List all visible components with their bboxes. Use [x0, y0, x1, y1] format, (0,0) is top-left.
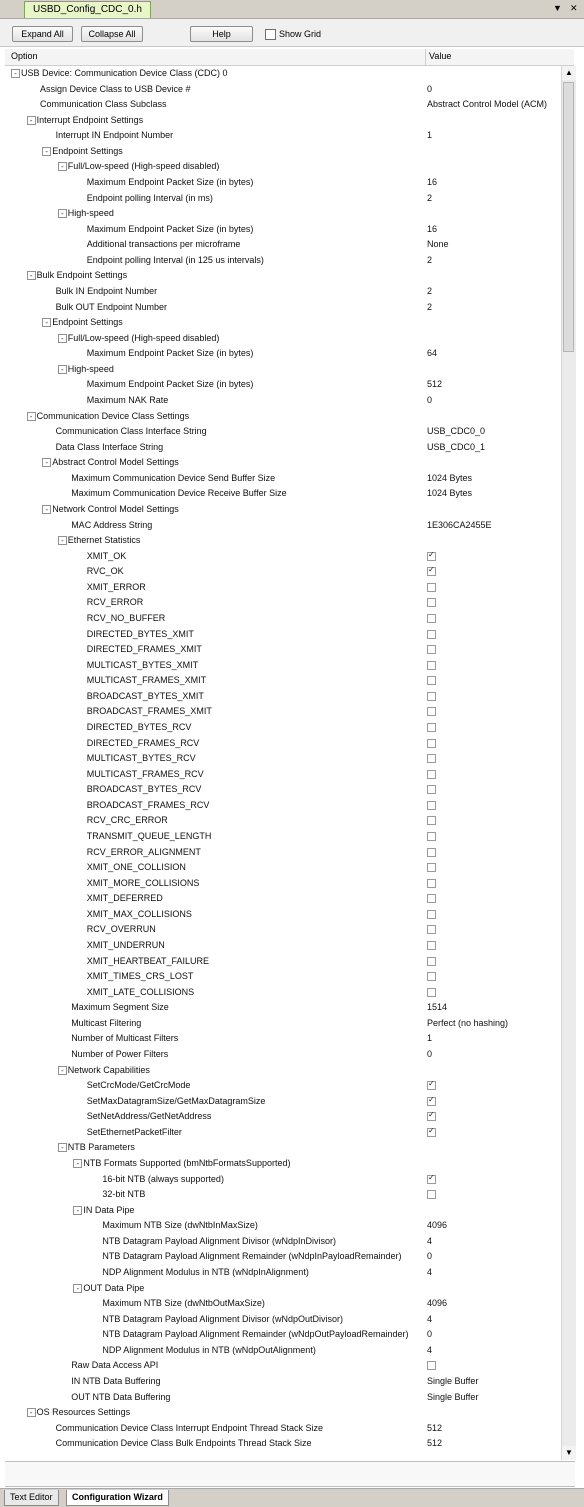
option-label: MULTICAST_BYTES_XMIT	[86, 659, 199, 670]
option-label: XMIT_MORE_COLLISIONS	[86, 877, 200, 888]
option-checkbox[interactable]	[427, 552, 436, 561]
column-divider[interactable]	[425, 49, 426, 65]
option-label: High-speed	[67, 363, 114, 374]
option-checkbox[interactable]	[427, 1190, 436, 1199]
tree-option-row[interactable]	[5, 627, 561, 642]
option-value[interactable]: Single Buffer	[427, 1391, 479, 1402]
option-label: RCV_CRC_ERROR	[86, 815, 168, 826]
help-button[interactable]: Help	[190, 26, 253, 42]
tree-option-row[interactable]	[5, 1421, 561, 1436]
tree-option-row[interactable]	[5, 922, 561, 937]
tree-option-row[interactable]	[5, 1343, 561, 1358]
option-value[interactable]: 2	[427, 254, 433, 265]
option-label: Endpoint polling Interval (in ms)	[86, 192, 213, 203]
tree-option-row[interactable]	[5, 798, 561, 813]
option-label: Maximum Communication Device Send Buffer Size	[71, 472, 276, 483]
option-value[interactable]: 1514	[427, 1002, 448, 1013]
option-label: RVC_OK	[86, 566, 124, 577]
option-value[interactable]: USB_CDC0_1	[427, 441, 486, 452]
option-value[interactable]: Perfect (no hashing)	[427, 1017, 509, 1028]
tree-group-row[interactable]	[5, 206, 561, 221]
tree-group-row[interactable]	[5, 315, 561, 330]
option-label: Endpoint polling Interval (in 125 us intervals)	[86, 254, 264, 265]
tree-group-row[interactable]	[5, 159, 561, 174]
option-label: XMIT_DEFERRED	[86, 893, 163, 904]
tree-option-row[interactable]	[5, 876, 561, 891]
option-value[interactable]: 4	[427, 1344, 433, 1355]
tree-group-row[interactable]	[5, 1063, 561, 1078]
option-value[interactable]: 1024 Bytes	[427, 472, 473, 483]
option-label: RCV_ERROR	[86, 597, 144, 608]
tree-group-row[interactable]	[5, 268, 561, 283]
tree-option-row[interactable]	[5, 377, 561, 392]
option-checkbox[interactable]	[427, 1097, 436, 1106]
collapse-toggle-icon[interactable]: -	[73, 1284, 82, 1293]
option-label: Communication Device Class Settings	[36, 410, 190, 421]
option-label: XMIT_ONE_COLLISION	[86, 862, 186, 873]
tree-option-row[interactable]	[5, 1047, 561, 1062]
option-checkbox[interactable]	[427, 1112, 436, 1121]
option-checkbox[interactable]	[427, 988, 436, 997]
tree-option-row[interactable]	[5, 471, 561, 486]
option-label: Maximum NTB Size (dwNtbInMaxSize)	[102, 1220, 258, 1231]
option-checkbox[interactable]	[427, 910, 436, 919]
tree-option-row[interactable]	[5, 1016, 561, 1031]
option-label: High-speed	[67, 208, 114, 219]
option-checkbox[interactable]	[427, 832, 436, 841]
tree-option-row[interactable]	[5, 845, 561, 860]
option-checkbox[interactable]	[427, 707, 436, 716]
option-label: Interrupt Endpoint Settings	[36, 114, 144, 125]
scrollbar-thumb[interactable]	[563, 82, 574, 352]
option-value[interactable]: 16	[427, 223, 438, 234]
tree-option-row[interactable]	[5, 782, 561, 797]
option-value[interactable]: 0	[427, 395, 433, 405]
collapse-toggle-icon[interactable]: -	[58, 162, 67, 171]
option-value[interactable]: 4096	[427, 1298, 448, 1308]
option-checkbox[interactable]	[427, 925, 436, 934]
option-value[interactable]: 512	[427, 379, 443, 390]
option-checkbox[interactable]	[427, 1081, 436, 1090]
tree-option-row[interactable]	[5, 1172, 561, 1187]
collapse-toggle-icon[interactable]: -	[73, 1159, 82, 1168]
option-value[interactable]: 512	[427, 1438, 443, 1449]
option-checkbox[interactable]	[427, 630, 436, 639]
option-value[interactable]: Single Buffer	[427, 1375, 479, 1386]
file-tab-usbd-config-cdc[interactable]: USBD_Config_CDC_0.h	[24, 1, 151, 18]
option-value[interactable]: 4	[427, 1235, 433, 1246]
option-label: Maximum Endpoint Packet Size (in bytes)	[86, 177, 254, 187]
option-checkbox[interactable]	[427, 957, 436, 966]
tab-configuration-wizard[interactable]: Configuration Wizard	[66, 1490, 169, 1506]
tree-option-row[interactable]	[5, 549, 561, 564]
tree-option-row[interactable]	[5, 767, 561, 782]
option-label: Ethernet Statistics	[67, 535, 141, 546]
option-label: BROADCAST_BYTES_RCV	[86, 784, 202, 795]
option-checkbox[interactable]	[427, 598, 436, 607]
option-value[interactable]: 64	[427, 348, 438, 359]
option-label: MULTICAST_FRAMES_RCV	[86, 768, 204, 779]
tree-option-row[interactable]	[5, 611, 561, 626]
tree-group-row[interactable]	[5, 1405, 561, 1420]
option-label: NDP Alignment Modulus in NTB (wNdpOutAlignment)	[102, 1344, 316, 1355]
tree-option-row[interactable]	[5, 1234, 561, 1249]
tree-option-row[interactable]	[5, 237, 561, 252]
tree-option-row[interactable]	[5, 175, 561, 190]
option-checkbox[interactable]	[427, 754, 436, 763]
tree-option-row[interactable]	[5, 284, 561, 299]
option-label: Number of Power Filters	[71, 1048, 169, 1059]
option-label: BROADCAST_FRAMES_XMIT	[86, 706, 212, 717]
option-value[interactable]: 4	[427, 1313, 433, 1324]
option-value[interactable]: 0	[427, 1329, 433, 1340]
tree-option-row[interactable]	[5, 300, 561, 315]
option-checkbox[interactable]	[427, 848, 436, 857]
option-label: Communication Class Interface String	[55, 426, 207, 437]
option-label: XMIT_OK	[86, 550, 127, 561]
collapse-toggle-icon[interactable]: -	[73, 1206, 82, 1215]
tree-group-row[interactable]	[5, 362, 561, 377]
option-checkbox[interactable]	[427, 645, 436, 654]
tree-option-row[interactable]	[5, 1187, 561, 1202]
option-label: XMIT_HEARTBEAT_FAILURE	[86, 955, 209, 966]
option-label: XMIT_TIMES_CRS_LOST	[86, 971, 194, 982]
option-label: NTB Datagram Payload Alignment Divisor (wNdpInDivisor)	[102, 1235, 336, 1246]
option-value[interactable]: 1E306CA2455E	[427, 519, 492, 530]
tree-option-row[interactable]	[5, 440, 561, 455]
grid-header	[5, 49, 574, 66]
tree-group-row[interactable]	[5, 331, 561, 346]
tree-group-row[interactable]	[5, 455, 561, 470]
option-checkbox[interactable]	[427, 723, 436, 732]
option-value[interactable]: 2	[427, 301, 433, 312]
collapse-toggle-icon[interactable]: -	[42, 318, 51, 327]
tree-option-row[interactable]	[5, 1249, 561, 1264]
bottom-tab-bar	[0, 1488, 584, 1507]
tree-option-row[interactable]	[5, 1094, 561, 1109]
collapse-toggle-icon[interactable]: -	[42, 147, 51, 156]
option-label: OS Resources Settings	[36, 1407, 131, 1417]
tree-group-row[interactable]	[5, 502, 561, 517]
option-value[interactable]: 0	[427, 1251, 433, 1262]
option-label: RCV_OVERRUN	[86, 924, 156, 935]
editor-tab-bar	[0, 0, 584, 19]
option-checkbox[interactable]	[427, 661, 436, 670]
option-value[interactable]: 0	[427, 1048, 433, 1059]
tree-option-row[interactable]	[5, 1000, 561, 1015]
tree-option-row[interactable]	[5, 595, 561, 610]
option-value[interactable]: 1	[427, 130, 433, 141]
tree-group-row[interactable]	[5, 533, 561, 548]
option-value[interactable]: 512	[427, 1422, 443, 1433]
option-value[interactable]: 1	[427, 1033, 433, 1044]
option-value[interactable]: None	[427, 239, 449, 250]
option-checkbox[interactable]	[427, 676, 436, 685]
collapse-toggle-icon[interactable]: -	[58, 1066, 67, 1075]
option-label: Multicast Filtering	[71, 1017, 142, 1028]
tree-option-row[interactable]	[5, 969, 561, 984]
tree-option-row[interactable]	[5, 704, 561, 719]
collapse-toggle-icon[interactable]: -	[11, 69, 20, 78]
tab-dropdown-icon[interactable]: ▼	[553, 3, 562, 13]
tree-group-row[interactable]	[5, 1203, 561, 1218]
option-label: Raw Data Access API	[71, 1360, 159, 1371]
option-label: XMIT_LATE_COLLISIONS	[86, 986, 195, 997]
option-label: SetNetAddress/GetNetAddress	[86, 1111, 212, 1122]
option-label: Network Control Model Settings	[52, 504, 179, 514]
tree-option-row[interactable]	[5, 1125, 561, 1140]
option-label: 32-bit NTB	[102, 1189, 146, 1199]
tree-group-row[interactable]	[5, 409, 561, 424]
option-label: Bulk IN Endpoint Number	[55, 286, 158, 296]
option-label: BROADCAST_FRAMES_RCV	[86, 799, 210, 810]
option-label: IN Data Pipe	[83, 1204, 135, 1215]
option-checkbox[interactable]	[427, 1361, 436, 1370]
tree-option-row[interactable]	[5, 1436, 561, 1451]
option-checkbox[interactable]	[427, 879, 436, 888]
tree-option-row[interactable]	[5, 1078, 561, 1093]
option-checkbox[interactable]	[427, 739, 436, 748]
tree-option-row[interactable]	[5, 860, 561, 875]
option-label: Maximum NTB Size (dwNtbOutMaxSize)	[102, 1298, 265, 1308]
tree-option-row[interactable]	[5, 1390, 561, 1405]
option-label: Endpoint Settings	[52, 145, 123, 156]
tree-option-row[interactable]	[5, 689, 561, 704]
tree-option-row[interactable]	[5, 1358, 561, 1373]
collapse-toggle-icon[interactable]: -	[27, 116, 36, 125]
option-label: XMIT_MAX_COLLISIONS	[86, 908, 192, 919]
option-checkbox[interactable]	[427, 816, 436, 825]
option-label: TRANSMIT_QUEUE_LENGTH	[86, 830, 212, 841]
tree-option-row[interactable]	[5, 518, 561, 533]
option-label: MULTICAST_FRAMES_XMIT	[86, 675, 207, 686]
tree-option-row[interactable]	[5, 1327, 561, 1342]
close-icon[interactable]: ✕	[570, 3, 578, 13]
option-label: Maximum Endpoint Packet Size (in bytes)	[86, 348, 254, 359]
option-label: Endpoint Settings	[52, 317, 123, 328]
tree-option-row[interactable]	[5, 1109, 561, 1124]
tree-group-row[interactable]	[5, 1140, 561, 1155]
collapse-toggle-icon[interactable]: -	[58, 334, 67, 343]
option-label: SetMaxDatagramSize/GetMaxDatagramSize	[86, 1095, 266, 1106]
option-label: BROADCAST_BYTES_XMIT	[86, 690, 204, 701]
option-label: SetEthernetPacketFilter	[86, 1126, 182, 1137]
expand-all-button[interactable]: Expand All	[12, 26, 73, 42]
option-label: NTB Datagram Payload Alignment Remainder (wNdpOutPayloadRemainder)	[102, 1329, 409, 1340]
tree-option-row[interactable]	[5, 751, 561, 766]
option-checkbox[interactable]	[427, 614, 436, 623]
option-label: DIRECTED_BYTES_RCV	[86, 721, 192, 732]
option-label: Assign Device Class to USB Device #	[40, 83, 191, 94]
option-value[interactable]: 4	[427, 1266, 433, 1277]
option-label: NTB Parameters	[67, 1142, 135, 1153]
option-label: Data Class Interface String	[55, 441, 164, 452]
option-value[interactable]: 4096	[427, 1220, 448, 1231]
option-label: 16-bit NTB (always supported)	[102, 1173, 224, 1184]
option-label: SetCrcMode/GetCrcMode	[86, 1080, 191, 1091]
option-label: DIRECTED_FRAMES_RCV	[86, 737, 200, 748]
option-label: Abstract Control Model Settings	[52, 457, 179, 468]
tab-text-editor[interactable]: Text Editor	[4, 1490, 59, 1506]
option-label: Additional transactions per microframe	[86, 239, 241, 250]
option-label: MAC Address String	[71, 519, 153, 530]
option-label: Maximum Segment Size	[71, 1002, 169, 1013]
option-checkbox[interactable]	[427, 972, 436, 981]
tree-option-row[interactable]	[5, 253, 561, 268]
option-checkbox[interactable]	[427, 894, 436, 903]
option-label: Communication Class Subclass	[40, 99, 167, 110]
collapse-toggle-icon[interactable]: -	[58, 536, 67, 545]
tree-group-row[interactable]	[5, 66, 561, 81]
tree-option-row[interactable]	[5, 1296, 561, 1311]
tree-option-row[interactable]	[5, 424, 561, 439]
tree-option-row[interactable]	[5, 642, 561, 657]
tree-option-row[interactable]	[5, 813, 561, 828]
collapse-toggle-icon[interactable]: -	[58, 1143, 67, 1152]
option-value[interactable]: USB_CDC0_0	[427, 426, 486, 437]
tree-option-row[interactable]	[5, 564, 561, 579]
option-label: Full/Low-speed (High-speed disabled)	[67, 332, 220, 343]
tree-option-row[interactable]	[5, 1374, 561, 1389]
tree-option-row[interactable]	[5, 128, 561, 143]
option-checkbox[interactable]	[427, 785, 436, 794]
tree-option-row[interactable]	[5, 222, 561, 237]
option-label: NTB Datagram Payload Alignment Divisor (wNdpOutDivisor)	[102, 1313, 343, 1324]
tree-group-row[interactable]	[5, 1156, 561, 1171]
option-label: NDP Alignment Modulus in NTB (wNdpInAlignment)	[102, 1266, 309, 1277]
option-checkbox[interactable]	[427, 1128, 436, 1137]
option-label: Bulk OUT Endpoint Number	[55, 301, 167, 312]
option-label: Interrupt IN Endpoint Number	[55, 130, 174, 141]
tree-option-row[interactable]	[5, 1031, 561, 1046]
option-label: DIRECTED_FRAMES_XMIT	[86, 644, 202, 655]
tree-option-row[interactable]	[5, 829, 561, 844]
option-value[interactable]: 2	[427, 192, 433, 203]
option-checkbox[interactable]	[427, 692, 436, 701]
option-label: Communication Device Class Bulk Endpoints Thread Stack Size	[55, 1438, 312, 1449]
tree-option-row[interactable]	[5, 720, 561, 735]
tree-option-row[interactable]	[5, 658, 561, 673]
tree-option-row[interactable]	[5, 580, 561, 595]
options-tree	[5, 66, 561, 1460]
collapse-toggle-icon[interactable]: -	[27, 271, 36, 280]
scroll-up-icon[interactable]: ▲	[562, 66, 576, 80]
collapse-all-button[interactable]: Collapse All	[81, 26, 143, 42]
option-label: NTB Formats Supported (bmNtbFormatsSupported)	[83, 1157, 291, 1168]
tree-option-row[interactable]	[5, 393, 561, 408]
tree-group-row[interactable]	[5, 144, 561, 159]
option-label: Number of Multicast Filters	[71, 1033, 179, 1044]
tree-option-row[interactable]	[5, 82, 561, 97]
show-grid-checkbox[interactable]	[265, 29, 276, 40]
option-label: USB Device: Communication Device Class (CDC) 0	[21, 68, 228, 78]
collapse-toggle-icon[interactable]: -	[58, 365, 67, 374]
option-label: Maximum Communication Device Receive Buffer Size	[71, 488, 287, 499]
scroll-down-icon[interactable]: ▼	[562, 1446, 576, 1460]
option-label: Network Capabilities	[67, 1064, 150, 1075]
tree-option-row[interactable]	[5, 1265, 561, 1280]
tree-option-row[interactable]	[5, 891, 561, 906]
collapse-toggle-icon[interactable]: -	[27, 412, 36, 421]
option-checkbox[interactable]	[427, 567, 436, 576]
tree-option-row[interactable]	[5, 1218, 561, 1233]
tree-option-row[interactable]	[5, 97, 561, 112]
collapse-toggle-icon[interactable]: -	[42, 458, 51, 467]
option-value[interactable]: 2	[427, 286, 433, 296]
option-label: IN NTB Data Buffering	[71, 1375, 161, 1386]
tree-option-row[interactable]	[5, 486, 561, 501]
value-column-header[interactable]: Value	[429, 51, 452, 61]
option-value[interactable]: 1024 Bytes	[427, 488, 473, 499]
tree-option-row[interactable]	[5, 954, 561, 969]
option-label: DIRECTED_BYTES_XMIT	[86, 628, 194, 639]
tree-option-row[interactable]	[5, 673, 561, 688]
option-checkbox[interactable]	[427, 1175, 436, 1184]
option-checkbox[interactable]	[427, 801, 436, 810]
option-label: Maximum Endpoint Packet Size (in bytes)	[86, 223, 254, 234]
option-checkbox[interactable]	[427, 583, 436, 592]
tree-option-row[interactable]	[5, 938, 561, 953]
tree-option-row[interactable]	[5, 1312, 561, 1327]
tree-option-row[interactable]	[5, 985, 561, 1000]
option-checkbox[interactable]	[427, 941, 436, 950]
option-label: MULTICAST_BYTES_RCV	[86, 753, 196, 764]
description-panel	[5, 1461, 575, 1487]
option-checkbox[interactable]	[427, 770, 436, 779]
tree-group-row[interactable]	[5, 113, 561, 128]
option-checkbox[interactable]	[427, 863, 436, 872]
option-label: XMIT_ERROR	[86, 581, 146, 592]
option-label: Communication Device Class Interrupt Endpoint Thread Stack Size	[55, 1422, 324, 1433]
option-label: RCV_ERROR_ALIGNMENT	[86, 846, 201, 857]
tree-group-row[interactable]	[5, 1281, 561, 1296]
option-label: NTB Datagram Payload Alignment Remainder (wNdpInPayloadRemainder)	[102, 1251, 402, 1262]
option-label: RCV_NO_BUFFER	[86, 613, 166, 623]
option-label: Bulk Endpoint Settings	[36, 270, 128, 281]
option-column-header[interactable]: Option	[11, 51, 38, 61]
tree-option-row[interactable]	[5, 191, 561, 206]
option-value[interactable]: Abstract Control Model (ACM)	[427, 99, 548, 110]
option-value[interactable]: 0	[427, 83, 433, 94]
option-label: OUT Data Pipe	[83, 1282, 145, 1293]
vertical-scrollbar[interactable]	[561, 66, 576, 1460]
option-label: Maximum Endpoint Packet Size (in bytes)	[86, 379, 254, 390]
show-grid-label: Show Grid	[279, 29, 322, 39]
collapse-toggle-icon[interactable]: -	[27, 1408, 36, 1417]
collapse-toggle-icon[interactable]: -	[42, 505, 51, 514]
tree-option-row[interactable]	[5, 346, 561, 361]
tree-option-row[interactable]	[5, 907, 561, 922]
option-label: OUT NTB Data Buffering	[71, 1391, 171, 1402]
option-label: Maximum NAK Rate	[86, 395, 169, 405]
option-value[interactable]: 16	[427, 177, 438, 187]
tree-option-row[interactable]	[5, 736, 561, 751]
option-label: XMIT_UNDERRUN	[86, 939, 165, 950]
collapse-toggle-icon[interactable]: -	[58, 209, 67, 218]
option-label: Full/Low-speed (High-speed disabled)	[67, 161, 220, 172]
